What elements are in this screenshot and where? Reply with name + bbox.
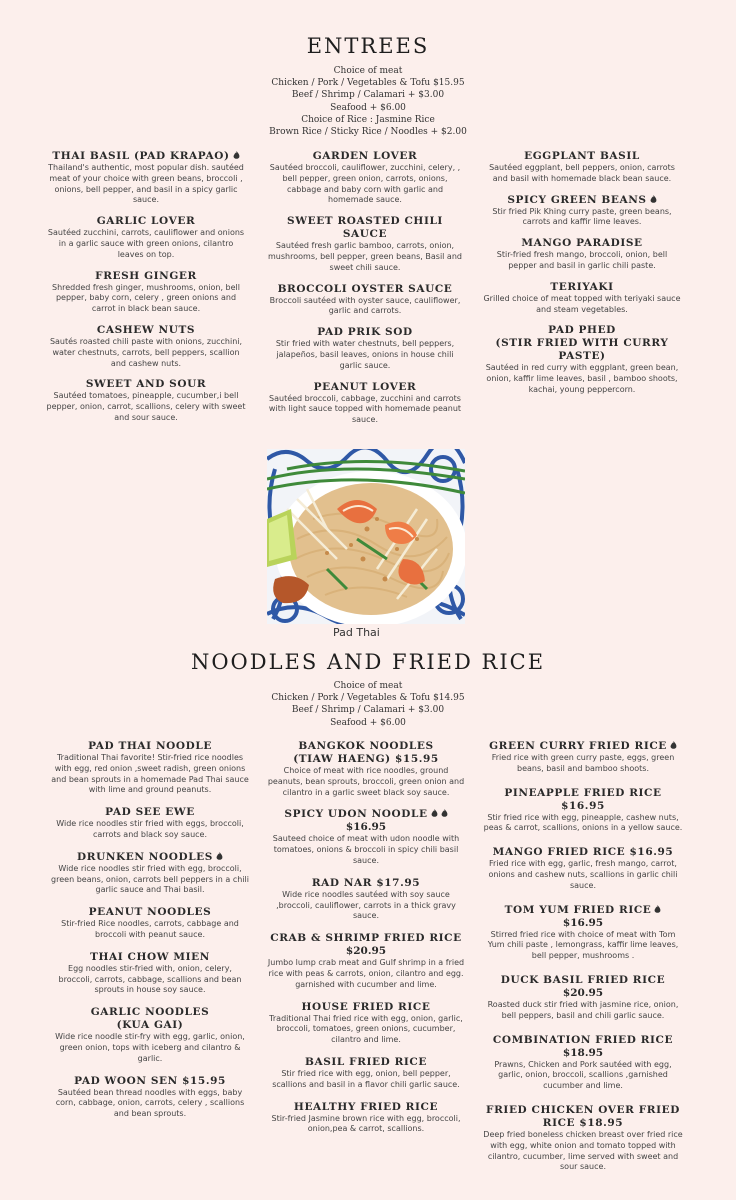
menu-item-name-text: TERIYAKI	[550, 280, 614, 293]
menu-item-description: Sauteed choice of meat with udon noodle with tomatoes, onions & broccoli in spicy chili basil sauce.	[272, 834, 460, 865]
menu-item-name-text: HEALTHY FRIED RICE	[293, 1100, 439, 1113]
menu-item	[482, 194, 682, 229]
menu-item-name	[50, 951, 250, 964]
menu-item	[483, 846, 683, 891]
menu-item-description: Stir fried rice with egg, onion, bell pepper, scallions and basil in a flavor chili garlic sauce.	[272, 1068, 460, 1089]
menu-item-description: Wide rice noodles stir fried with egg, broccoli, green beans, onion, carrots bell peppers in a chili garlic sauce and Thai basil.	[51, 863, 249, 895]
menu-item	[50, 1006, 250, 1064]
menu-item-description: Fried rice with green curry paste, eggs, green beans, basil and bamboo shoots.	[491, 753, 675, 773]
spicy-flame-icon	[213, 851, 223, 863]
menu-item	[266, 877, 466, 922]
menu-item-name-text: DRUNKEN NOODLES	[77, 850, 213, 863]
menu-item-name	[266, 1101, 466, 1114]
menu-item-description: Sautés roasted chili paste with onions, zucchini, water chestnuts, carrots, bell peppers, scallion and cashew nuts.	[49, 336, 243, 368]
menu-item	[483, 1034, 683, 1092]
menu-item-description: Shredded fresh ginger, mushrooms, onion, bell pepper, baby corn, celery , green onions and carrot in black bean sauce.	[52, 282, 240, 314]
menu-item-name	[46, 270, 246, 283]
price-line: Beef / Shrimp / Calamari + $3.00	[291, 705, 445, 716]
menu-item	[265, 215, 465, 273]
menu-item-name-text: HOUSE FRIED RICE	[301, 1000, 431, 1013]
menu-item	[483, 1104, 683, 1173]
menu-item	[482, 237, 682, 272]
menu-item-name	[265, 215, 465, 241]
menu-item-name-text: RAD NAR $17.95	[311, 876, 421, 889]
menu-item-name-text: BASIL FRIED RICE	[304, 1055, 427, 1068]
menu-item	[266, 808, 466, 866]
menu-item-name-text: SWEET AND SOUR	[85, 378, 207, 391]
menu-item-description: Sautéed broccoli, cauliflower, zucchini, celery, , bell pepper, green onion, carrots, onions, cabbage and baby corn with garlic and homemade sauce.	[269, 163, 461, 205]
menu-item-name	[50, 740, 250, 753]
menu-item-description: Egg noodles stir-fried with, onion, celery, broccoli, carrots, cabbage, scallions and bean sprouts in house soy sauce.	[58, 963, 242, 995]
menu-item-description: Stir fried with water chestnuts, bell peppers, jalapeños, basil leaves, onions in house chili garlic sauce.	[275, 339, 455, 370]
entrees-column-1	[46, 150, 246, 424]
menu-item-description: Thailand's authentic, most popular dish. sautéed meat of your choice with green beans, broccoli , onions, bell pepper, and basil in a spicy garlic sauce.	[48, 163, 244, 205]
menu-item	[482, 150, 682, 185]
menu-item	[50, 806, 250, 841]
menu-item-description: Grilled choice of meat topped with teriyaki sauce and steam vegetables.	[483, 293, 681, 314]
menu-item-name-text: COMBINATION FRIED RICE	[492, 1033, 674, 1046]
menu-item-name	[483, 846, 683, 859]
menu-item-description: Sautéed eggplant, bell peppers, onion, carrots and basil with homemade black bean sauce.	[489, 163, 675, 183]
menu-item-name	[265, 283, 465, 296]
price-line: Choice of Rice : Jasmine Rice	[301, 114, 435, 125]
price-line: Choice of meat	[333, 681, 403, 691]
menu-item-name-line2: RICE $18.95	[542, 1116, 624, 1129]
menu-item	[266, 932, 466, 990]
menu-item-name	[483, 904, 683, 917]
menu-item-name-text: CASHEW NUTS	[96, 323, 196, 336]
menu-item-name	[265, 381, 465, 394]
menu-item-description: Stir fried Pik Khing curry paste, green beans, carrots and kaffir lime leaves.	[492, 206, 672, 227]
menu-item-description: Traditional Thai favorite! Stir-fried rice noodles with egg, red onion ,sweet radish, green onions and bean sprouts in a homemade Pad Thai sauce with lime and ground peanuts.	[51, 753, 249, 795]
menu-item-name-text: PAD THAI NOODLE	[88, 740, 212, 752]
menu-item-name-text: THAI BASIL (PAD KRAPAO)	[52, 150, 230, 162]
menu-item-name-text: GREEN CURRY FRIED RICE	[489, 740, 667, 752]
noodles-title: NOODLES AND FRIED RICE	[190, 650, 546, 674]
menu-item-name-text: MANGO FRIED RICE $16.95	[492, 846, 674, 859]
menu-item-name-line2: (STIR FRIED WITH CURRY PASTE)	[495, 337, 669, 363]
menu-item-name-text: TOM YUM FRIED RICE	[504, 903, 652, 916]
price-line: Seafood + $6.00	[330, 102, 406, 113]
menu-item-description: Broccoli sautéed with oyster sauce, cauliflower, garlic and carrots.	[269, 295, 461, 316]
menu-item	[266, 1001, 466, 1046]
menu-item-name-text: GARDEN LOVER	[312, 150, 418, 162]
menu-item-description: Sautéed tomatoes, pineapple, cucumber,i bell pepper, onion, carrot, scallions, celery with sweet and sour sauce.	[46, 391, 246, 422]
menu-item	[50, 906, 250, 941]
entrees-price-info	[0, 65, 736, 138]
menu-item	[482, 324, 682, 395]
menu-item-name	[50, 1075, 250, 1088]
menu-item-name	[266, 740, 466, 753]
menu-item-description: Choice of meat with rice noodles, ground peanuts, bean sprouts, broccoli, green onion and cilantro in a garlic sweet black soy sauce.	[267, 766, 465, 797]
menu-item-name	[482, 194, 682, 207]
menu-item	[50, 851, 250, 896]
photo-caption: Pad Thai	[333, 626, 380, 639]
menu-item-name-text: PINEAPPLE FRIED RICE $16.95	[504, 786, 662, 812]
menu-item	[50, 951, 250, 996]
menu-item-name	[482, 150, 682, 163]
entrees-column-3	[482, 150, 682, 396]
menu-item-description: Stir-fried fresh mango, broccoli, onion, bell pepper and basil in garlic chili paste.	[496, 250, 668, 270]
menu-item-name-text: PEANUT LOVER	[313, 380, 417, 393]
noodles-column-1	[50, 740, 250, 1120]
noodles-price-info	[0, 680, 736, 729]
menu-item	[50, 740, 250, 796]
menu-item-name	[46, 150, 246, 163]
menu-item	[265, 326, 465, 371]
menu-item-name	[50, 806, 250, 819]
menu-item-name-text: PAD SEE EWE	[105, 806, 195, 819]
menu-item-name-text: GARLIC NOODLES	[90, 1006, 210, 1019]
menu-item-name	[50, 1006, 250, 1019]
menu-item	[265, 150, 465, 206]
menu-item-name-text: PAD WOON SEN $15.95	[74, 1074, 226, 1087]
menu-item-price: $20.95	[345, 945, 387, 958]
menu-item-name-line2: (TIAW HAENG) $15.95	[293, 753, 439, 765]
menu-item-name	[483, 974, 683, 987]
menu-item-name-text: PAD PRIK SOD	[317, 326, 413, 339]
noodles-column-2	[266, 740, 466, 1135]
menu-item	[265, 283, 465, 318]
entrees-column-2	[265, 150, 465, 426]
menu-item-description: Deep fried boneless chicken breast over fried rice with egg, white onion and tomato topped with cilantro, cucumber, lime served with sweet and sour sauce.	[483, 1129, 683, 1172]
spicy-flame-icon	[230, 150, 240, 162]
menu-item-description: Jumbo lump crab meat and Gulf shrimp in a fried rice with peas & carrots, onion, cilantro and egg. garnished with cucumber and lime.	[267, 958, 465, 989]
menu-item-description: Prawns, Chicken and Pork sautéed with egg, garlic, onion, broccoli, scallions ,garnished cucumber and lime.	[494, 1059, 672, 1091]
menu-item	[46, 270, 246, 315]
pad-thai-photo	[267, 449, 465, 624]
menu-item-price: $16.95	[345, 821, 387, 834]
price-line: Chicken / Pork / Vegetables & Tofu $14.95	[271, 693, 465, 704]
menu-item-name	[482, 237, 682, 250]
menu-item-name-text: FRESH GINGER	[95, 269, 197, 282]
menu-item-name	[266, 808, 466, 821]
menu-item-description: Wide rice noodles sautéed with soy sauce ,broccoli, cauliflower, carrots in a thick gravy sauce.	[276, 889, 456, 921]
menu-item-description: Sautéed zucchini, carrots, cauliflower and onions in a garlic sauce with green onions, cilantro leaves on top.	[47, 228, 245, 259]
menu-item-name-text: FRIED CHICKEN OVER FRIED	[486, 1103, 680, 1116]
menu-item	[46, 150, 246, 206]
menu-item-name-text: SPICY GREEN BEANS	[507, 193, 647, 206]
entrees-title: ENTREES	[306, 34, 430, 58]
spicy-flame-icon	[428, 808, 438, 820]
menu-item-name-text: BANGKOK NOODLES	[298, 740, 434, 752]
menu-item-name	[483, 787, 683, 813]
menu-item-name	[483, 740, 683, 753]
menu-item-description: Stir-fried Jasmine brown rice with egg, broccoli, onion,pea & carrot, scallions.	[271, 1113, 461, 1134]
menu-item	[46, 378, 246, 423]
menu-item-price: $16.95	[562, 916, 604, 929]
menu-item-description: Wide rice noodles stir fried with eggs, broccoli, carrots and black soy sauce.	[56, 819, 244, 839]
menu-item-description: Traditional Thai fried rice with egg, onion, garlic, broccoli, tomatoes, green onions, cucumber, cilantro and lime.	[269, 1013, 463, 1045]
menu-item-name-text: DUCK BASIL FRIED RICE	[500, 973, 666, 986]
price-line: Seafood + $6.00	[330, 717, 406, 728]
spicy-flame-icon	[647, 194, 657, 206]
noodles-column-3	[483, 740, 683, 1173]
menu-item-name-text: MANGO PARADISE	[521, 237, 643, 250]
menu-item-name-text: CRAB & SHRIMP FRIED RICE	[270, 932, 462, 945]
menu-item-name-text: THAI CHOW MIEN	[90, 950, 210, 963]
menu-item-price: $20.95	[562, 986, 604, 999]
menu-item-name	[266, 1001, 466, 1014]
price-line: Brown Rice / Sticky Rice / Noodles + $2.00	[269, 127, 467, 138]
menu-item-description: Sautéed fresh garlic bamboo, carrots, onion, mushrooms, bell pepper, green beans, Basil and sweet chili sauce.	[268, 241, 462, 272]
spicy-flame-icon	[651, 904, 661, 916]
menu-item	[266, 1101, 466, 1136]
price-line: Choice of meat	[333, 66, 403, 76]
menu-item-name-text: SWEET ROASTED CHILI SAUCE	[287, 215, 443, 241]
menu-item	[482, 281, 682, 316]
menu-item	[483, 974, 683, 1022]
menu-item-name-text: SPICY UDON NOODLE	[284, 808, 428, 821]
menu-item-name	[46, 324, 246, 337]
menu-item-name-text: EGGPLANT BASIL	[524, 150, 640, 162]
menu-item-name	[266, 877, 466, 890]
menu-item-name-line2: (KUA GAI)	[116, 1019, 184, 1032]
menu-item	[483, 904, 683, 962]
menu-item-description: Stirred fried rice with choice of meat with Tom Yum chili paste , lemongrass, kaffir lime leaves, bell pepper, mushrooms .	[487, 929, 679, 961]
menu-item-name	[266, 1056, 466, 1069]
menu-item	[483, 740, 683, 775]
price-line: Beef / Shrimp / Calamari + $3.00	[291, 90, 445, 101]
menu-item	[266, 1056, 466, 1091]
menu-item-description: Stir-fried Rice noodles, carrots, cabbage and broccoli with peanut sauce.	[61, 919, 239, 939]
menu-item-name	[483, 1104, 683, 1117]
menu-item-description: Stir fried rice with egg, pineapple, cashew nuts, peas & carrot, scallions, onions in a yellow sauce.	[483, 812, 683, 833]
menu-item-description: Wide rice noodle stir-fry with egg, garlic, onion, green onion, tops with iceberg and cilantro & garlic.	[55, 1032, 245, 1063]
menu-item-price: $18.95	[562, 1046, 604, 1059]
menu-item-name	[265, 326, 465, 339]
menu-item-name	[266, 932, 466, 945]
menu-item-name	[50, 906, 250, 919]
menu-item	[266, 740, 466, 798]
menu-item-name	[46, 215, 246, 228]
menu-item	[46, 324, 246, 369]
menu-item	[265, 381, 465, 426]
menu-item-name	[46, 378, 246, 391]
menu-item-name	[265, 150, 465, 163]
menu-item-description: Roasted duck stir fried with jasmine rice, onion, bell peppers, basil and chili garlic sauce.	[487, 999, 679, 1020]
menu-item-name	[483, 1034, 683, 1047]
menu-item-description: Sautéed broccoli, cabbage, zucchini and carrots with light sauce topped with homemade peanut sauce.	[268, 393, 462, 425]
menu-item-name-text: GARLIC LOVER	[96, 215, 196, 228]
spicy-flame-icon	[438, 808, 448, 820]
menu-item-name-text: BROCCOLI OYSTER SAUCE	[277, 282, 453, 295]
menu-item-name	[482, 324, 682, 337]
spicy-flame-icon	[667, 740, 677, 752]
menu-item-description: Sautéed in red curry with eggplant, green bean, onion, kaffir lime leaves, basil , bamboo shoots, kachai, young peppercorn.	[485, 363, 679, 394]
menu-item-name-text: PEANUT NOODLES	[88, 906, 212, 919]
menu-item-description: Sautéed bean thread noodles with eggs, baby corn, cabbage, onion, carrots, celery , scallions and bean sprouts.	[55, 1087, 245, 1119]
menu-item-name	[482, 281, 682, 294]
menu-item	[50, 1075, 250, 1120]
menu-item-name-text: PAD PHED	[548, 324, 616, 337]
menu-item	[483, 787, 683, 835]
menu-item-description: Fried rice with egg, garlic, fresh mango, carrot, onions and cashew nuts, scallions in garlic chili sauce.	[488, 859, 678, 890]
menu-item-name	[50, 851, 250, 864]
menu-item	[46, 215, 246, 260]
price-line: Chicken / Pork / Vegetables & Tofu $15.95	[271, 78, 465, 89]
